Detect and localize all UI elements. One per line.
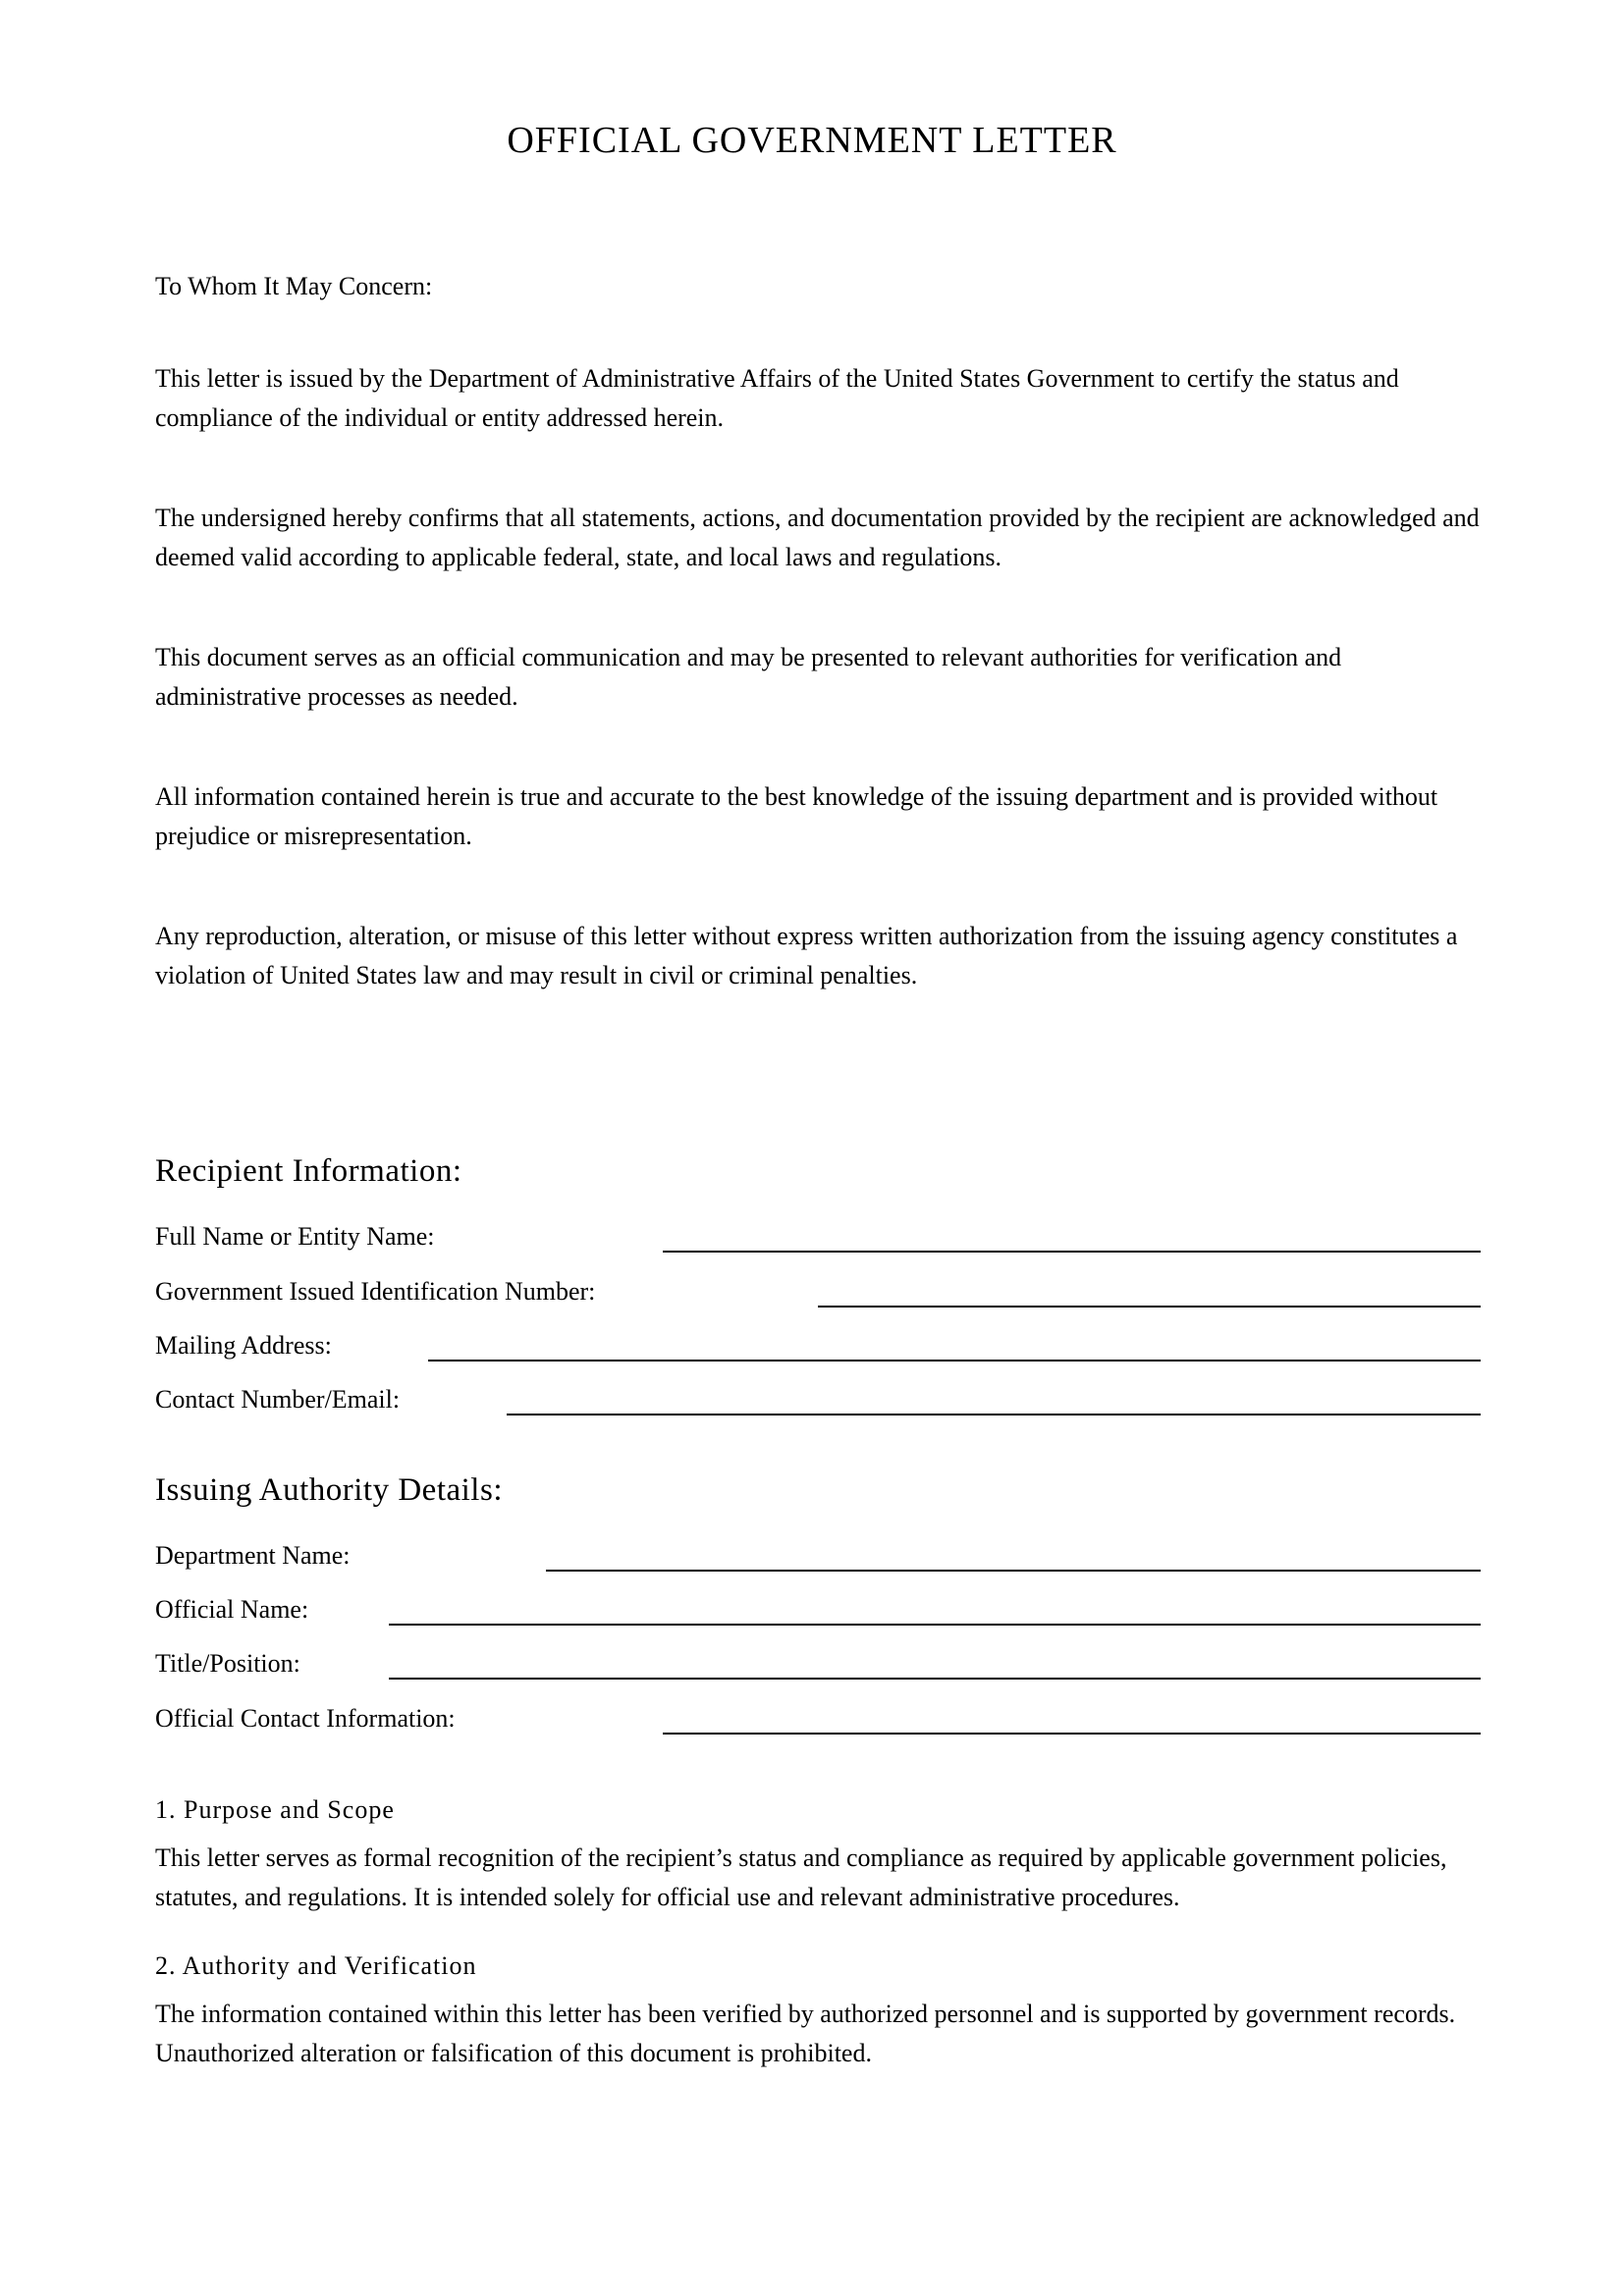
purpose-scope-body: This letter serves as formal recognition of the recipient’s status and compliance as required by applicable government policies, statutes, and regulations. It is intended solely for official use and relevant administrative procedures. bbox=[155, 1843, 1447, 1911]
title-position-row bbox=[155, 1644, 1481, 1683]
salutation: To Whom It May Concern: bbox=[155, 272, 433, 300]
authority-verification-body: The information contained within this letter has been verified by authorized personnel and is supported by government records. Unauthorized alteration or falsification of this document is prohibited. bbox=[155, 2000, 1456, 2067]
title-position-field[interactable] bbox=[389, 1678, 1481, 1680]
body-paragraph-5: Any reproduction, alteration, or misuse of this letter without express written authorization from the issuing agency constitutes a violation of United States law and may result in civil or criminal penalties. bbox=[155, 922, 1458, 989]
body-paragraph-4: All information contained herein is true and accurate to the best knowledge of the issuing department and is provided without prejudice or misrepresentation. bbox=[155, 782, 1438, 850]
recipient-full-name-label: Full Name or Entity Name: bbox=[155, 1222, 435, 1251]
recipient-information-heading: Recipient Information: bbox=[155, 1153, 462, 1189]
official-name-label: Official Name: bbox=[155, 1595, 309, 1624]
body-paragraph-3: This document serves as an official communication and may be presented to relevant authorities for verification and administrative processes as needed. bbox=[155, 643, 1342, 711]
body-paragraph-2: The undersigned hereby confirms that all statements, actions, and documentation provided by the recipient are acknowledged and deemed valid according to applicable federal, state, and local laws and regulations. bbox=[155, 504, 1480, 571]
recipient-full-name-row bbox=[155, 1217, 1481, 1256]
recipient-contact-field[interactable] bbox=[507, 1414, 1481, 1415]
official-name-field[interactable] bbox=[389, 1624, 1481, 1626]
department-name-field[interactable] bbox=[546, 1570, 1481, 1572]
title-position-label: Title/Position: bbox=[155, 1649, 300, 1678]
recipient-mailing-address-field[interactable] bbox=[428, 1360, 1481, 1362]
official-contact-row bbox=[155, 1699, 1481, 1738]
official-contact-label: Official Contact Information: bbox=[155, 1704, 456, 1733]
authority-verification-heading: 2. Authority and Verification bbox=[155, 1951, 477, 1980]
department-name-label: Department Name: bbox=[155, 1541, 351, 1570]
body-paragraph-1: This letter is issued by the Department of Administrative Affairs of the United States Government to certify the status and compliance of the individual or entity addressed herein. bbox=[155, 364, 1399, 432]
official-contact-field[interactable] bbox=[663, 1733, 1481, 1735]
recipient-id-number-field[interactable] bbox=[818, 1306, 1481, 1308]
purpose-scope-heading: 1. Purpose and Scope bbox=[155, 1795, 395, 1824]
issuing-authority-heading: Issuing Authority Details: bbox=[155, 1472, 503, 1508]
recipient-id-number-label: Government Issued Identification Number: bbox=[155, 1277, 596, 1306]
department-name-row bbox=[155, 1536, 1481, 1575]
recipient-contact-row bbox=[155, 1380, 1481, 1419]
recipient-id-number-row bbox=[155, 1272, 1481, 1311]
recipient-contact-label: Contact Number/Email: bbox=[155, 1385, 401, 1414]
recipient-mailing-address-label: Mailing Address: bbox=[155, 1331, 332, 1360]
letter-title: OFFICIAL GOVERNMENT LETTER bbox=[507, 120, 1117, 161]
recipient-mailing-address-row bbox=[155, 1326, 1481, 1365]
recipient-full-name-field[interactable] bbox=[663, 1251, 1481, 1253]
official-name-row bbox=[155, 1590, 1481, 1629]
